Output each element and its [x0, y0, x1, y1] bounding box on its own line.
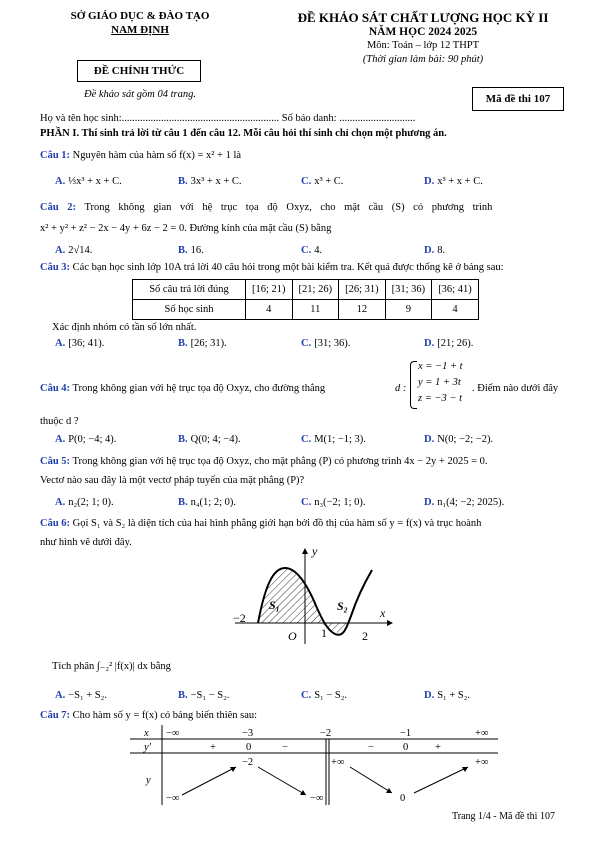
graph-s1-label: S₁	[269, 598, 280, 612]
q6-option-a[interactable]: A. −S₁ + S₂.	[55, 690, 107, 701]
vt-x-val: −3	[242, 728, 254, 739]
q3-ask: Xác định nhóm có tần số lớn nhất.	[52, 322, 197, 333]
q4-eq-x: x = −1 + t	[418, 361, 463, 372]
vt-yp-sign: +	[435, 742, 441, 753]
student-info-line: Họ và tên học sinh:............................................................ Số báo danh: .............................	[40, 113, 416, 124]
q3-frequency-table	[132, 279, 479, 320]
q3-option-d[interactable]: D. [21; 26).	[424, 338, 474, 349]
official-box: ĐỀ CHÍNH THỨC	[77, 60, 201, 82]
q6-option-b[interactable]: B. −S₁ − S₂.	[178, 690, 230, 701]
q1-option-c[interactable]: C. x³ + C.	[301, 176, 344, 187]
vt-arrow-up	[414, 767, 468, 793]
graph-tick-1: 1	[321, 626, 327, 640]
q2-option-b[interactable]: B. 16.	[178, 245, 204, 256]
q4-stem-after: . Điểm nào dưới đây	[472, 383, 559, 394]
q5-stem-2: Vectơ nào sau đây là một vectơ pháp tuyến của mặt phẳng (P)?	[40, 475, 305, 486]
vt-x-val: +∞	[475, 728, 489, 739]
q5-option-a[interactable]: A. n₂(2; 1; 0).	[55, 497, 114, 508]
page-footer: Trang 1/4 - Mã đề thi 107	[452, 811, 555, 822]
table-cell: [36; 41)	[432, 280, 479, 300]
table-row	[133, 280, 479, 300]
q4-option-c[interactable]: C. M(1; −1; 3).	[301, 434, 366, 445]
vt-yp-sign: −	[282, 742, 288, 753]
vt-yp-sign: −	[368, 742, 374, 753]
vt-y-val: +∞	[331, 757, 345, 768]
exam-code-box: Mã đề thi 107	[472, 87, 564, 111]
q4-brace	[410, 361, 417, 409]
q4-label: Câu 4:	[40, 383, 71, 394]
q7-stem: Câu 7: Cho hàm số y = f(x) có bảng biến thiên sau:	[40, 710, 258, 721]
q7-label: Câu 7:	[40, 710, 71, 721]
vt-y-val: 0	[400, 793, 406, 804]
vt-x-val: −∞	[166, 728, 180, 739]
table-cell: [16; 21)	[246, 280, 293, 300]
table-cell: [21; 26)	[292, 280, 339, 300]
q2-option-a[interactable]: A. 2√14.	[55, 245, 93, 256]
table-cell: [26; 31)	[339, 280, 386, 300]
q2-option-d[interactable]: D. 8.	[424, 245, 446, 256]
vt-yp-zero: 0	[246, 742, 252, 753]
q6-graph	[225, 546, 395, 646]
vt-y-val: −∞	[310, 793, 324, 804]
pages-note: Đề khảo sát gồm 04 trang.	[84, 89, 196, 100]
q5-option-b[interactable]: B. n₄(1; 2; 0).	[178, 497, 237, 508]
q6-option-c[interactable]: C. S₁ − S₂.	[301, 690, 348, 701]
q4-stem: Câu 4: Trong không gian với hệ trục tọa độ Oxyz, cho đường thẳng	[40, 383, 326, 394]
table-head: Số câu trả lời đúng	[133, 280, 246, 300]
table-cell: [31; 36)	[385, 280, 432, 300]
part1-title: PHẦN I. Thí sinh trả lời từ câu 1 đến câu 12. Mỗi câu hỏi thí sinh chỉ chọn một phương án.	[40, 128, 447, 139]
q6-stem: Câu 6: Gọi S₁ và S₂ là diện tích của hai hình phẳng giới hạn bởi đồ thị của hàm số y = f(x) và trục hoành	[40, 518, 482, 529]
q1-option-b[interactable]: B. 3x³ + x + C.	[178, 176, 242, 187]
graph-y-label: y	[312, 546, 318, 558]
vt-yp-zero: 0	[403, 742, 409, 753]
vt-y-val: −∞	[166, 793, 180, 804]
q2-stem-2: x² + y² + z² − 2x − 4y + 6z − 2 = 0. Đường kính của mặt cầu (S) bằng	[40, 223, 332, 234]
q6-stem-2: như hình vẽ dưới đây.	[40, 537, 132, 548]
q4-option-b[interactable]: B. Q(0; 4; −4).	[178, 434, 241, 445]
q3-label: Câu 3:	[40, 262, 71, 273]
graph-tick-m2: −2	[233, 611, 246, 625]
graph-x-label: x	[380, 606, 386, 620]
table-head: Số học sinh	[133, 300, 246, 320]
q6-option-d[interactable]: D. S₁ + S₂.	[424, 690, 471, 701]
school-year: NĂM HỌC 2024 2025	[368, 26, 478, 38]
q1-label: Câu 1:	[40, 150, 71, 161]
vt-arrow-down	[350, 767, 392, 793]
q3-option-c[interactable]: C. [31; 36).	[301, 338, 351, 349]
q4-stem-2: thuộc d ?	[40, 416, 79, 427]
q1-text: Nguyên hàm của hàm số f(x) = x² + 1 là	[72, 150, 242, 161]
q1-option-a[interactable]: A. ⅓x³ + x + C.	[55, 176, 122, 187]
q4-option-d[interactable]: D. N(0; −2; −2).	[424, 434, 494, 445]
vt-arrow-down	[258, 767, 306, 795]
vt-yp-sign: +	[210, 742, 216, 753]
graph-s2-label: S₂	[337, 599, 348, 613]
q3-option-b[interactable]: B. [26; 31).	[178, 338, 227, 349]
table-cell: 9	[385, 300, 432, 320]
vt-yp-head: y′	[144, 742, 151, 753]
dept-line2: NAM ĐỊNH	[111, 24, 169, 36]
vt-x-val: −1	[400, 728, 412, 739]
q4-d-label: d :	[395, 383, 407, 394]
q7-variation-table	[130, 725, 500, 805]
q2-label: Câu 2:	[40, 202, 77, 213]
table-cell: 4	[432, 300, 479, 320]
q5-option-d[interactable]: D. n₁(4; −2; 2025).	[424, 497, 505, 508]
q1-option-d[interactable]: D. x³ + x + C.	[424, 176, 483, 187]
q1-stem	[40, 150, 241, 161]
q3-option-a[interactable]: A. [36; 41).	[55, 338, 105, 349]
time-limit: (Thời gian làm bài: 90 phút)	[362, 54, 484, 65]
q3-stem: Câu 3: Các bạn học sinh lớp 10A trả lời 40 câu hỏi trong một bài kiểm tra. Kết quả được thống kê ở bảng sau:	[40, 262, 504, 273]
q4-eq-y: y = 1 + 3t	[418, 377, 461, 388]
q2-stem: Câu 2: Trong không gian với hệ trục tọa độ Oxyz, cho mặt cầu (S) có phương trình	[40, 202, 493, 213]
table-cell: 11	[292, 300, 339, 320]
vt-y-val: +∞	[475, 757, 489, 768]
dept-line1: SỞ GIÁO DỤC & ĐÀO TẠO	[70, 10, 210, 22]
vt-x-val: −2	[320, 728, 332, 739]
graph-tick-2: 2	[362, 629, 368, 643]
q4-option-a[interactable]: A. P(0; −4; 4).	[55, 434, 117, 445]
exam-title: ĐỀ KHẢO SÁT CHẤT LƯỢNG HỌC KỲ II	[297, 10, 549, 25]
vt-y-val: −2	[242, 757, 254, 768]
subject: Môn: Toán – lớp 12 THPT	[366, 40, 480, 51]
q4-eq-z: z = −3 − t	[418, 393, 463, 404]
table-cell: 12	[339, 300, 386, 320]
q5-option-c[interactable]: C. n₃(−2; 1; 0).	[301, 497, 366, 508]
table-row	[133, 300, 479, 320]
q2-option-c[interactable]: C. 4.	[301, 245, 323, 256]
q5-stem: Câu 5: Trong không gian với hệ trục tọa độ Oxyz, cho mặt phẳng (P) có phương trình 4x − 2y + 2025 = 0.	[40, 456, 488, 467]
vt-x-head: x	[144, 728, 149, 739]
graph-origin: O	[288, 629, 297, 643]
q6-label: Câu 6:	[40, 518, 71, 529]
q6-integral: Tích phân ∫₋₂² |f(x)| dx bằng	[52, 661, 171, 672]
vt-arrow-up	[182, 767, 236, 795]
vt-y-head: y	[146, 775, 151, 786]
q5-label: Câu 5:	[40, 456, 71, 467]
table-cell: 4	[246, 300, 293, 320]
